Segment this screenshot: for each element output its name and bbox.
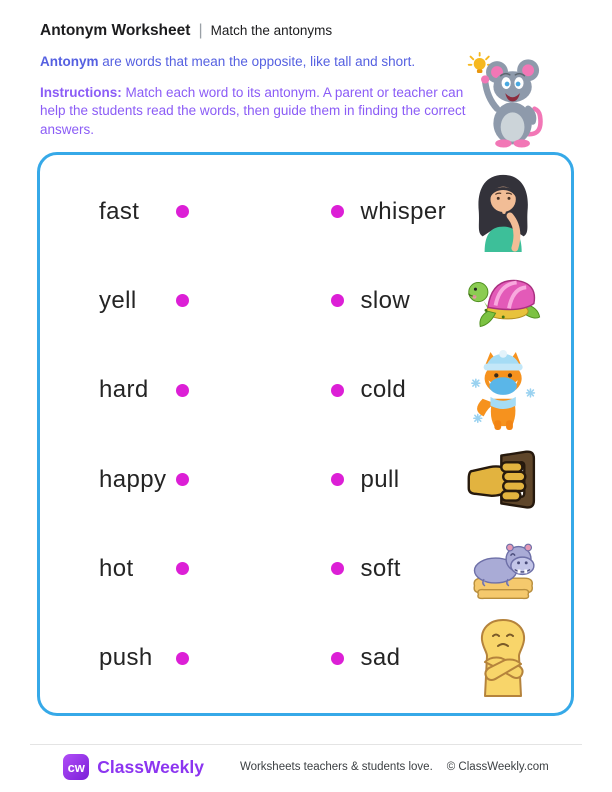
idea-mouse-icon: [466, 52, 550, 148]
left-match-dot[interactable]: [176, 473, 189, 486]
left-word: yell: [99, 286, 137, 314]
soft-hippo-icon: [463, 529, 543, 609]
page-title: Antonym Worksheet: [40, 22, 191, 39]
match-row-4: [40, 439, 571, 521]
right-word: slow: [360, 286, 411, 314]
turtle-icon: [463, 261, 543, 341]
right-word: pull: [360, 465, 400, 493]
right-word: soft: [360, 554, 401, 582]
left-match-dot[interactable]: [176, 562, 189, 575]
right-match-dot[interactable]: [331, 473, 344, 486]
left-word: hot: [99, 554, 134, 582]
left-word: push: [99, 644, 153, 672]
footer-divider: [30, 744, 582, 745]
definition-text: [40, 54, 470, 69]
sad-person-icon: [463, 618, 543, 698]
instructions-text: [40, 84, 470, 139]
right-word: sad: [360, 644, 401, 672]
definition-rest: are words that mean the opposite, like tall and short.: [98, 54, 416, 69]
footer: [0, 754, 612, 780]
instructions-label: Instructions:: [40, 85, 122, 100]
match-row-2: [40, 260, 571, 342]
matching-box: [37, 152, 574, 716]
classweekly-logo-icon: cw: [63, 754, 89, 780]
right-word: cold: [360, 376, 407, 404]
left-match-dot[interactable]: [176, 384, 189, 397]
left-match-dot[interactable]: [176, 294, 189, 307]
match-row-1: [40, 171, 571, 253]
left-word: fast: [99, 197, 140, 225]
left-match-dot[interactable]: [176, 205, 189, 218]
match-row-5: [40, 528, 571, 610]
right-match-dot[interactable]: [331, 384, 344, 397]
title-row: [40, 22, 470, 40]
right-word: whisper: [360, 197, 447, 225]
cold-fox-icon: [463, 350, 543, 430]
title-separator: |: [198, 22, 203, 39]
right-match-dot[interactable]: [331, 652, 344, 665]
right-match-dot[interactable]: [331, 294, 344, 307]
pull-hand-icon: [463, 440, 543, 520]
whisper-woman-icon: [463, 172, 543, 252]
page-subtitle: Match the antonyms: [210, 23, 333, 38]
match-row-6: [40, 617, 571, 699]
definition-term: Antonym: [40, 54, 99, 69]
right-match-dot[interactable]: [331, 205, 344, 218]
match-row-3: [40, 349, 571, 431]
brand-name: ClassWeekly: [97, 756, 204, 777]
right-match-dot[interactable]: [331, 562, 344, 575]
left-match-dot[interactable]: [176, 652, 189, 665]
footer-copyright: © ClassWeekly.com: [446, 761, 549, 773]
instructions-rest: Match each word to its antonym. A parent or teacher can help the students read the words, then guide them in finding the correct answers.: [40, 85, 466, 137]
left-word: hard: [99, 376, 149, 404]
header: [40, 22, 470, 139]
left-word: happy: [99, 465, 167, 493]
footer-tagline: Worksheets teachers & students love.: [239, 761, 433, 773]
